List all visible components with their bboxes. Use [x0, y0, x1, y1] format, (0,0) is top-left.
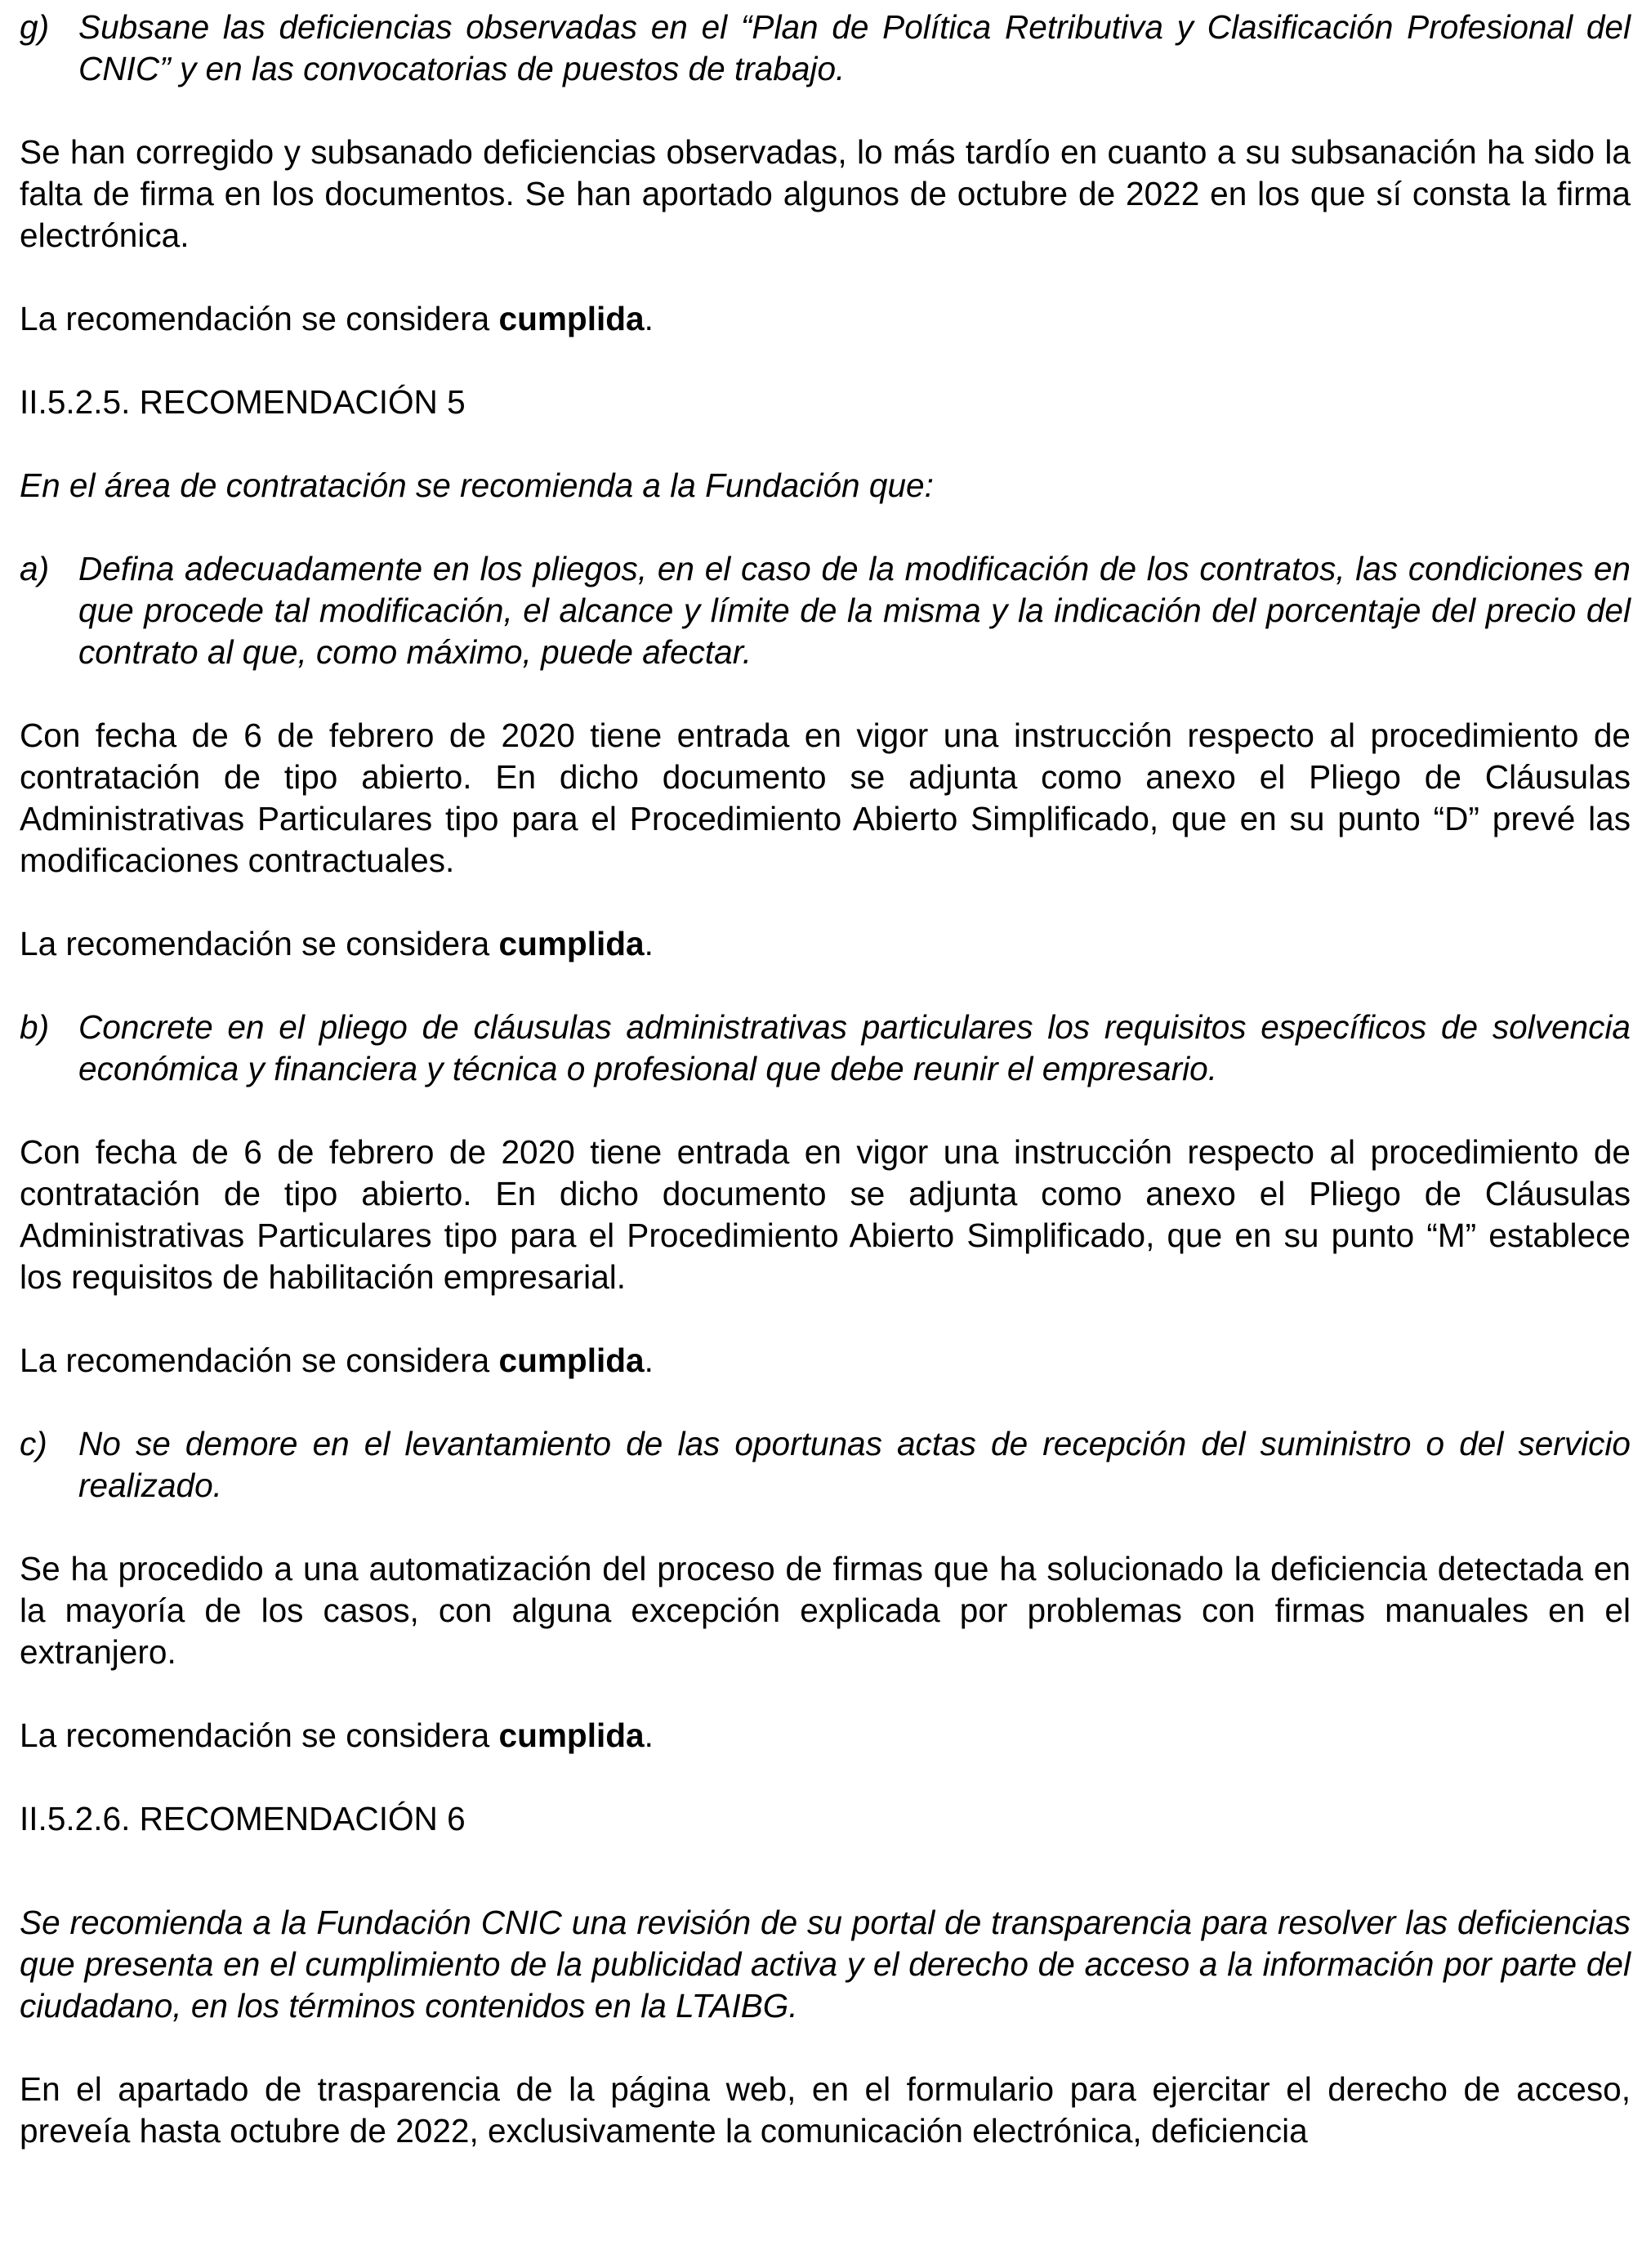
verdict-line: La recomendación se considera cumplida. [20, 1717, 654, 1754]
response-paragraph-a: Con fecha de 6 de febrero de 2020 tiene entrada en vigor una instrucción respecto al procedimiento de contratación de tipo abierto. En dicho documento se adjunta como anexo el Pliego de Cláusulas Administrativas Particulares tipo para el Procedimiento Abierto Simplificado, que en su punto “D” prevé las modificaciones contractuales. [20, 717, 1631, 879]
response-paragraph-b: Con fecha de 6 de febrero de 2020 tiene entrada en vigor una instrucción respecto al procedimiento de contratación de tipo abierto. En dicho documento se adjunta como anexo el Pliego de Cláusulas Administrativas Particulares tipo para el Procedimiento Abierto Simplificado, que en su punto “M” establece los requisitos de habilitación empresarial. [20, 1133, 1631, 1296]
item-text: Defina adecuadamente en los pliegos, en el caso de la modificación de los contratos, las condiciones en que procede tal modificación, el alcance y límite de la misma y la indicación del porcentaje del precio del contrato al que, como máximo, puede afectar. [78, 550, 1631, 671]
verdict-line: La recomendación se considera cumplida. [20, 1342, 654, 1379]
response-paragraph-6: En el apartado de trasparencia de la página web, en el formulario para ejercitar el derecho de acceso, preveía hasta octubre de 2022, exclusivamente la comunicación electrónica, deficiencia [20, 2070, 1631, 2150]
response-paragraph-g: Se han corregido y subsanado deficiencias observadas, lo más tardío en cuanto a su subsanación ha sido la falta de firma en los documentos. Se han aportado algunos de octubre de 2022 en los que sí consta la firma electrónica. [20, 133, 1631, 254]
section-heading-6: II.5.2.6. RECOMENDACIÓN 6 [20, 1800, 466, 1837]
item-text: Subsane las deficiencias observadas en el “Plan de Política Retributiva y Clasificación Profesional del CNIC” y en las convocatorias de puestos de trabajo. [78, 8, 1631, 87]
item-text: No se demore en el levantamiento de las oportunas actas de recepción del suministro o del servicio realizado. [78, 1425, 1631, 1504]
item-marker: b) [20, 1008, 50, 1046]
recommendation-item-g [20, 7, 1631, 90]
verdict-line: La recomendación se considera cumplida. [20, 300, 654, 337]
document-page [20, 7, 1631, 2152]
item-marker: a) [20, 550, 50, 587]
item-marker: g) [20, 8, 50, 46]
recommendation-item-a [20, 548, 1631, 673]
recommendation-item-c [20, 1423, 1631, 1507]
item-marker: c) [20, 1425, 47, 1462]
response-paragraph-c: Se ha procedido a una automatización del proceso de firmas que ha solucionado la deficiencia detectada en la mayoría de los casos, con alguna excepción explicada por problemas con firmas manuales en el extranjero. [20, 1550, 1631, 1671]
item-text: Concrete en el pliego de cláusulas administrativas particulares los requisitos específicos de solvencia económica y financiera y técnica o profesional que debe reunir el empresario. [78, 1008, 1631, 1087]
recommendation-item-b [20, 1007, 1631, 1090]
section-heading-5: II.5.2.5. RECOMENDACIÓN 5 [20, 383, 466, 421]
section-intro-5: En el área de contratación se recomienda a la Fundación que: [20, 467, 934, 504]
recommendation-text-6: Se recomienda a la Fundación CNIC una revisión de su portal de transparencia para resolver las deficiencias que presenta en el cumplimiento de la publicidad activa y el derecho de acceso a la información por parte del ciudadano, en los términos contenidos en la LTAIBG. [20, 1904, 1631, 2025]
verdict-line: La recomendación se considera cumplida. [20, 925, 654, 962]
